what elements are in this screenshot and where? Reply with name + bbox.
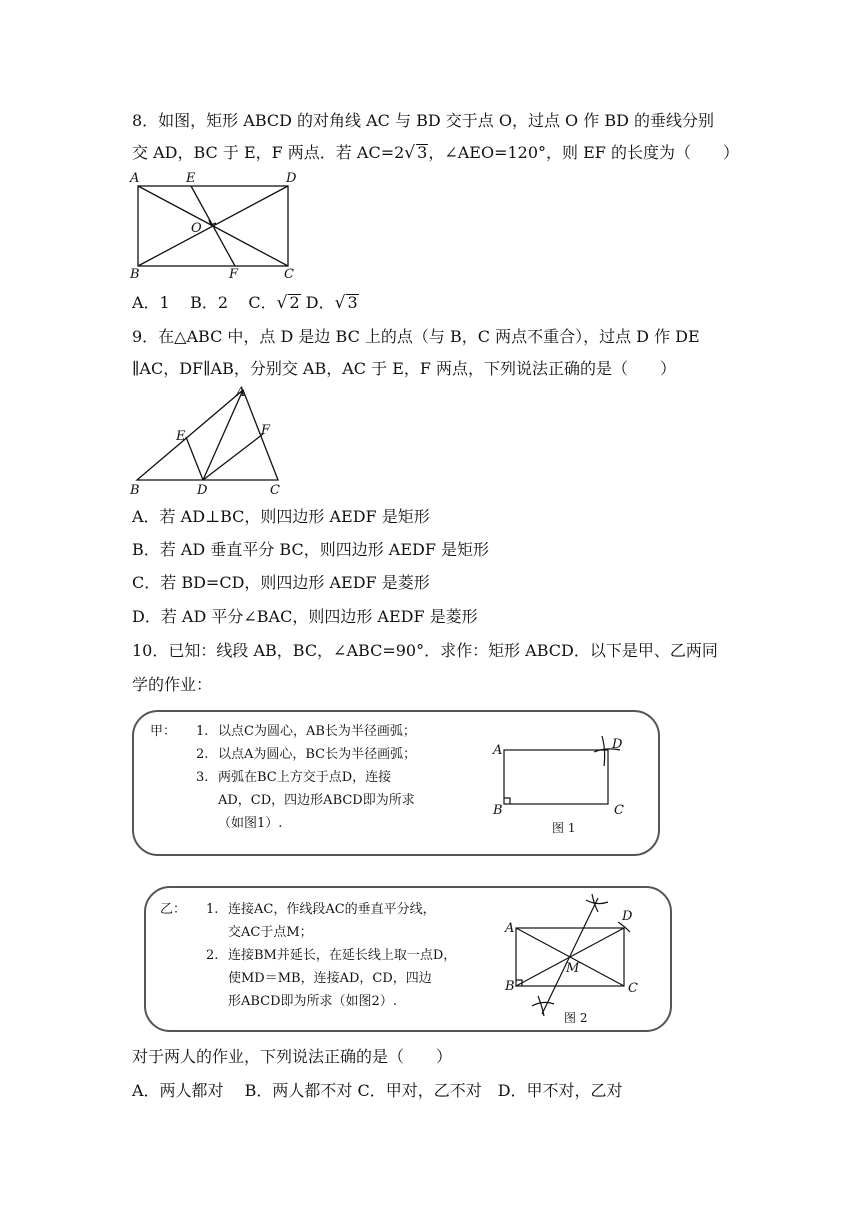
lower-arc-2 [538, 996, 544, 1016]
jia-label: 甲： [150, 724, 177, 739]
label-d: D [286, 171, 297, 186]
yi-step-1: 连接AC，作线段AC的垂直平分线， [228, 902, 436, 917]
q8-options [132, 292, 359, 314]
label-a: A [236, 385, 246, 400]
label-c: C [284, 267, 294, 282]
q8-option-d[interactable]: D．√ 3 [305, 293, 358, 313]
label-m: M [566, 961, 580, 976]
label-b: B [505, 979, 515, 994]
q9-option-b[interactable]: B．若 AD 垂直平分 BC，则四边形 AEDF 是矩形 [132, 540, 490, 559]
label-d: D [612, 737, 623, 752]
q8-option-b[interactable]: B．2 [190, 293, 229, 312]
jia-step-2: 以点A为圆心，BC长为半径画弧； [218, 747, 417, 762]
yi-step-2: 连接BM并延长，在延长线上取一点D， [228, 948, 457, 963]
label-f: F [261, 423, 271, 438]
segment-de [186, 437, 203, 480]
q8-option-c[interactable]: C．√ 2 [248, 293, 300, 313]
sqrt-3: 3 [417, 143, 428, 162]
figure-2-caption: 图 2 [564, 1011, 588, 1025]
yi-label: 乙： [160, 902, 187, 917]
label-d: D [197, 483, 208, 498]
q9-triangle-figure [128, 382, 298, 498]
q9-stem-line1: 9．在△ABC 中，点 D 是边 BC 上的点（与 B，C 两点不重合），过点 D 作 DE [132, 327, 700, 346]
label-b: B [493, 803, 503, 818]
rectangle-abcd [504, 750, 608, 804]
q9-stem-line2: ∥AC，DF∥AB，分别交 AB，AC 于 E，F 两点，下列说法正确的是（ ） [132, 359, 677, 378]
label-c: C [628, 981, 638, 996]
jia-solution-text: 甲： 1. 以点C为圆心，AB长为半径画弧； 2. 以点A为圆心，BC长为半径画弧； 3. 两弧在BC上方交于点D，连接 AD，CD，四边形ABCD即为所求 （如图1）. [150, 720, 416, 835]
label-a: A [493, 743, 503, 758]
arc-from-c [602, 736, 605, 766]
yi-figure-2 [500, 892, 650, 1026]
q8-stem-line2: 交 AD，BC 于 E，F 两点．若 AC=2√ 3，∠AEO=120°，则 EF 的长度为（ ） [132, 143, 739, 163]
jia-figure-1 [488, 728, 638, 840]
label-a: A [130, 171, 140, 186]
label-f: F [229, 267, 239, 282]
label-o: O [191, 221, 202, 236]
label-e: E [186, 171, 196, 186]
q9-option-a[interactable]: A．若 AD⊥BC，则四边形 AEDF 是矩形 [132, 507, 430, 526]
label-d: D [622, 909, 633, 924]
q10-stem-line2: 学的作业： [132, 675, 213, 694]
q8-option-a[interactable]: A．1 [132, 293, 170, 312]
label-c: C [270, 483, 280, 498]
q9-option-c[interactable]: C．若 BD=CD，则四边形 AEDF 是菱形 [132, 573, 430, 592]
lower-arc-1 [532, 1002, 554, 1006]
q10-question: 对于两人的作业，下列说法正确的是（ ） [132, 1047, 453, 1066]
triangle-abc [137, 390, 278, 480]
segment-ad [203, 390, 243, 480]
jia-step-3: 两弧在BC上方交于点D，连接 [218, 770, 392, 785]
label-b: B [130, 267, 140, 282]
q8-stem-line1: 8．如图，矩形 ABCD 的对角线 AC 与 BD 交于点 O，过点 O 作 BD 的垂线分别 [132, 111, 715, 130]
perpendicular-bisector [542, 898, 598, 1014]
label-a: A [505, 921, 515, 936]
q10-options[interactable]: A．两人都对 B．两人都不对 C．甲对，乙不对 D．甲不对，乙对 [132, 1081, 623, 1100]
label-c: C [614, 803, 624, 818]
q9-option-d[interactable]: D．若 AD 平分∠BAC，则四边形 AEDF 是菱形 [132, 607, 478, 626]
label-e: E [176, 429, 186, 444]
q10-stem-line1: 10．已知：线段 AB，BC，∠ABC=90°．求作：矩形 ABCD．以下是甲、乙两同 [132, 641, 718, 660]
label-b: B [130, 483, 140, 498]
yi-solution-text: 乙： 1. 连接AC，作线段AC的垂直平分线， 交AC于点M； 2. 连接BM并延长，在延长线上取一点D， 使MD＝MB，连接AD，CD，四边 形ABCD即为所求（如图2）. [160, 898, 456, 1013]
jia-step-1: 以点C为圆心，AB长为半径画弧； [218, 724, 416, 739]
figure-1-caption: 图 1 [552, 821, 576, 835]
q8-rectangle-figure [128, 168, 308, 280]
segment-df [203, 434, 263, 480]
right-angle-mark [504, 798, 510, 804]
